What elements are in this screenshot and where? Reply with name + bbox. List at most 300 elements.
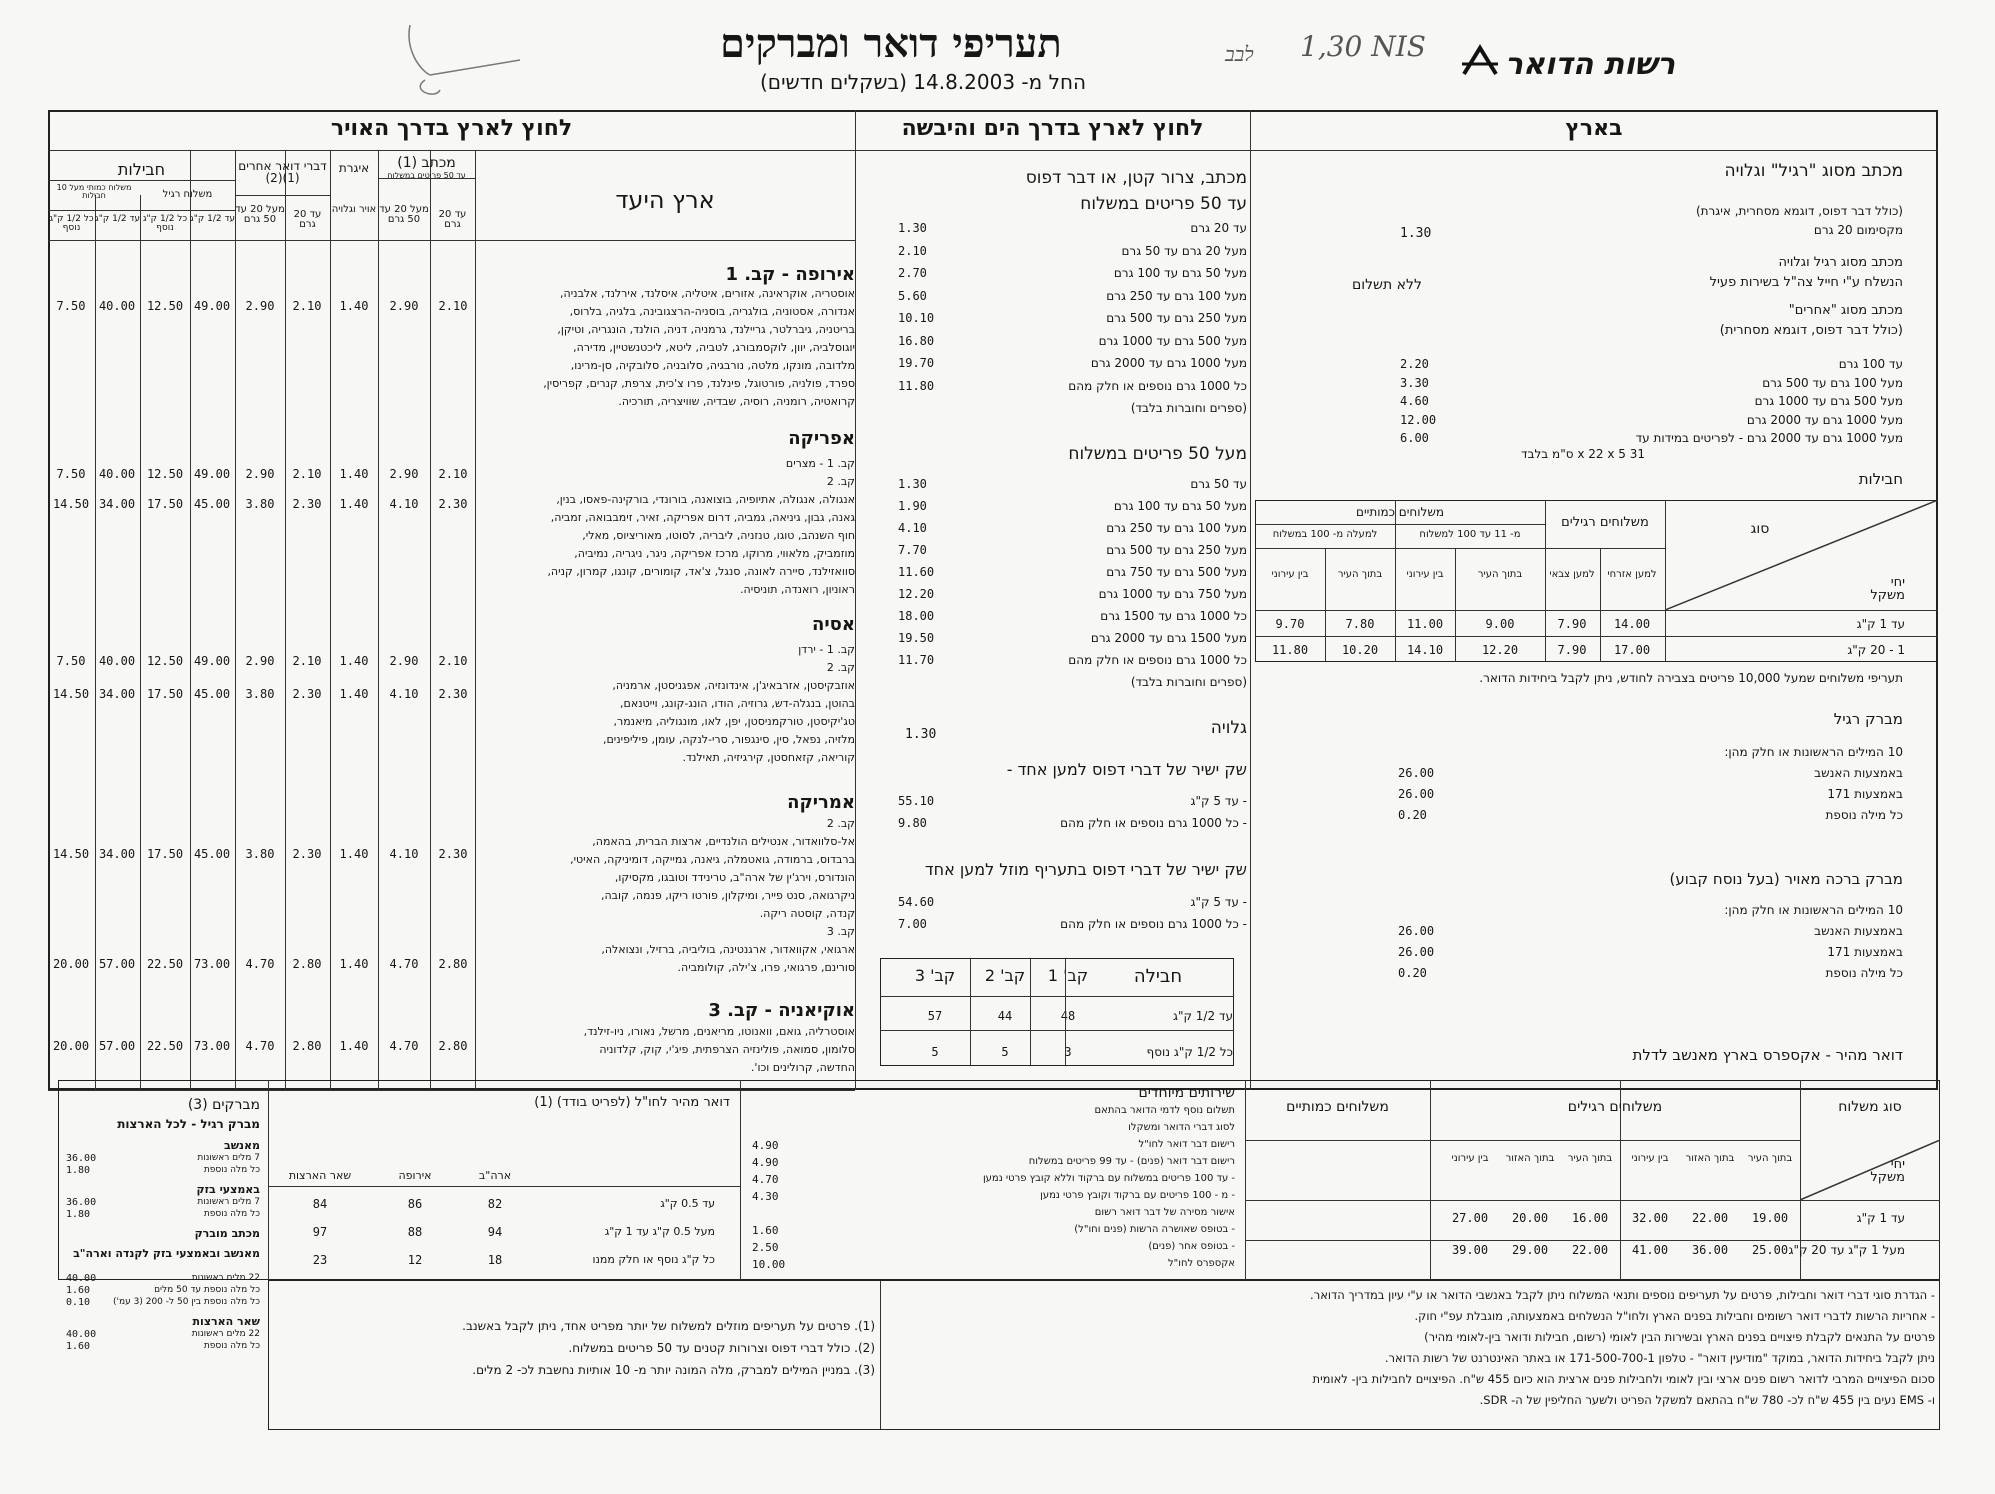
air-rate-cell: 12.50 bbox=[146, 654, 184, 668]
special-label: - בטופס שאושרה הרשות (פנים וחו"ל) bbox=[1074, 1224, 1235, 1235]
air-rate-cell: 1.40 bbox=[339, 467, 369, 481]
col-type: סוג משלוח bbox=[1838, 1099, 1902, 1115]
air-rate-cell: 1.40 bbox=[339, 1039, 369, 1053]
parcel-table-header: קב' 2 bbox=[984, 966, 1026, 985]
cell: 11.80 bbox=[1271, 643, 1309, 657]
cell: 23 bbox=[312, 1253, 328, 1267]
group-name: מאנשב bbox=[223, 1139, 260, 1152]
col-bulk: משלוחים כמותיים bbox=[1286, 1099, 1389, 1115]
air-rate-cell: 2.30 bbox=[438, 497, 468, 511]
cell: 82 bbox=[487, 1197, 503, 1211]
letter-group-header: מכתב (1) bbox=[397, 155, 456, 171]
rate-value: 26.00 bbox=[1398, 766, 1435, 780]
line-value: 40.00 bbox=[66, 1273, 97, 1284]
rate-label: באמצעות 171 bbox=[1827, 945, 1903, 959]
col-unit: יחי משקל bbox=[1870, 575, 1905, 603]
rate-value: 0.20 bbox=[1398, 808, 1427, 822]
air-rate-cell: 2.90 bbox=[245, 654, 275, 668]
parcel-table-header: קב' 3 bbox=[914, 966, 956, 985]
rate-value: 5.60 bbox=[898, 288, 927, 303]
footnote: (3). במניין המילים למברק, מלה המונה יותר מ- 10 אותיות נחשבת לכ- 2 מלים. bbox=[472, 1363, 875, 1377]
rate-value: 1.30 bbox=[898, 221, 927, 235]
cell: 9.00 bbox=[1485, 617, 1515, 631]
line-label: 22 מלים ראשונות bbox=[191, 1273, 260, 1283]
cell: 19.00 bbox=[1751, 1211, 1789, 1225]
air-rate-cell: 2.90 bbox=[389, 467, 419, 481]
sub-col: בתוך האזור bbox=[1505, 1153, 1555, 1164]
rate-value: 11.70 bbox=[898, 653, 935, 667]
cell: 84 bbox=[312, 1197, 328, 1211]
rate-label: באמצעות האנשב bbox=[1814, 766, 1903, 780]
rate-label: מעל 50 גרם עד 100 גרם bbox=[1113, 266, 1247, 280]
sub-col: בתוך האזור bbox=[1685, 1153, 1735, 1164]
rate-label: מעל 20 גרם עד 50 גרם bbox=[1121, 243, 1247, 258]
special-label: תשלום נוסף לדמי הדואר בהתאם bbox=[1094, 1105, 1235, 1116]
line-label: כל מלה נוספת בין 50 ל- 200 (3 עמ') bbox=[113, 1297, 260, 1307]
line-label: כל מלה נוספת bbox=[203, 1209, 260, 1219]
special-label: אישור מסירה של דבר דואר רשום bbox=[1094, 1207, 1235, 1218]
parcel-table-cell: 44 bbox=[997, 1009, 1013, 1023]
rate-value: 11.60 bbox=[898, 565, 935, 579]
rate-value: 10.10 bbox=[898, 311, 935, 325]
cell: 97 bbox=[312, 1225, 328, 1239]
rate-label: - כל 1000 גרם נוספים או חלק מהם bbox=[1060, 816, 1247, 830]
rate-value: 16.80 bbox=[898, 333, 935, 348]
air-rate-cell: 1.40 bbox=[339, 497, 369, 511]
row-label: מעל 0.5 ק"ג עד 1 ק"ג bbox=[604, 1225, 715, 1238]
pen-scribble bbox=[380, 20, 540, 110]
air-rate-cell: 4.10 bbox=[389, 847, 419, 861]
sub-reg: משלוח רגיל bbox=[162, 189, 213, 200]
parcel-table-cell: 5 bbox=[1001, 1045, 1009, 1059]
air-rate-cell: 34.00 bbox=[98, 847, 136, 861]
col-regular: משלוחים רגילים bbox=[1567, 1099, 1663, 1115]
air-rate-cell: 4.70 bbox=[245, 1039, 275, 1053]
air-rate-cell: 2.80 bbox=[438, 957, 468, 971]
dest-header: ארץ היעד bbox=[615, 186, 715, 214]
parcel-table-cell: 3 bbox=[1064, 1045, 1072, 1059]
rate-value: 26.00 bbox=[1398, 945, 1435, 959]
air-rate-cell: 49.00 bbox=[193, 654, 231, 668]
row-label: עד 1 ק"ג bbox=[1856, 1211, 1905, 1225]
air-rate-cell: 3.80 bbox=[245, 687, 275, 701]
row-label: עד 1 ק"ג bbox=[1856, 617, 1905, 631]
air-rate-cell: 2.30 bbox=[438, 847, 468, 861]
special-value: 4.90 bbox=[752, 1139, 779, 1152]
group-name: מכתב מוברק bbox=[194, 1227, 260, 1240]
rate-label: מעל 250 גרם עד 500 גרם bbox=[1106, 543, 1247, 557]
sub-col: בין עירוני bbox=[1451, 1153, 1489, 1164]
surface-sec1-sub: עד 50 פריטים במשלוח bbox=[1080, 194, 1247, 214]
sub-bulk: משלוח כמותי מעל 10 חבילות bbox=[56, 183, 132, 200]
rate-value: 54.60 bbox=[898, 895, 935, 909]
special-label: לסוג דברי הדואר ומשקלו bbox=[1128, 1122, 1235, 1133]
rate-label: מעל 100 גרם עד 250 גרם bbox=[1106, 288, 1247, 303]
col-bulk-b: למעלה מ- 100 במשלוח bbox=[1272, 529, 1378, 540]
cell: 14.10 bbox=[1406, 643, 1444, 657]
rate-value: 19.70 bbox=[898, 356, 935, 370]
line-label: כל מלה נוספת bbox=[203, 1341, 260, 1351]
page-subtitle: החל מ- 14.8.2003 (בשקלים חדשים) bbox=[760, 70, 1087, 94]
sub-o50: מעל 20 עד 50 גרם bbox=[235, 204, 285, 225]
rate-label: - עד 5 ק"ג bbox=[1190, 794, 1247, 808]
special-label: - מ - 100 פריטים עם ברקוד וקובץ פרטי נמען bbox=[1040, 1190, 1235, 1201]
cell: 14.00 bbox=[1613, 617, 1651, 631]
sub-o20: עד 20 גרם bbox=[293, 209, 322, 230]
cell: 11.00 bbox=[1406, 617, 1444, 631]
cell: 10.20 bbox=[1341, 643, 1379, 657]
cell: 41.00 bbox=[1631, 1243, 1669, 1257]
footnote: - אחריות הרשות לדברי דואר רשומים וחבילות בפנים הארץ ולחו"ל הנשלחים באמצעותה, מוגבלת עפ"י חוק. bbox=[1414, 1309, 1935, 1323]
air-rate-cell: 2.30 bbox=[292, 687, 322, 701]
rate-label: כל 1000 גרם עד 1500 גרם bbox=[1100, 609, 1247, 623]
rate-label: מעל 1000 גרם עד 2000 גרם - לפריטים במידות עד bbox=[1635, 431, 1903, 445]
rate-value: 2.20 bbox=[1400, 357, 1429, 371]
air-rate-cell: 2.30 bbox=[292, 847, 322, 861]
air-rate-cell: 12.50 bbox=[146, 299, 184, 313]
row-label: כל ק"ג נוסף או חלק ממנו bbox=[592, 1253, 715, 1266]
page-title: תעריפי דואר ומברקים bbox=[720, 20, 1062, 67]
letter-note: עד 50 פריטים במשלוח bbox=[387, 171, 466, 180]
parcel-table-cell: 57 bbox=[927, 1009, 943, 1023]
rate-label: מעל 100 גרם עד 250 גרם bbox=[1106, 521, 1247, 535]
postcard-value: 1.30 bbox=[905, 727, 937, 742]
col-type: סוג bbox=[1750, 521, 1770, 537]
rate-label: מעל 1500 גרם עד 2000 גרם bbox=[1090, 631, 1247, 645]
sub-col: בתוך העיר bbox=[1337, 569, 1383, 580]
parcel-table-cell: עד 1/2 ק"ג bbox=[1173, 1009, 1233, 1023]
sub-col: בין עירוני bbox=[1631, 1153, 1669, 1164]
rate-label: כל 1000 גרם נוספים או חלק מהם bbox=[1068, 653, 1247, 667]
col-bulk-a: מ- 11 עד 100 למשלוח bbox=[1419, 529, 1521, 540]
air-rate-cell: 4.70 bbox=[389, 1039, 419, 1053]
line-value: 36.00 bbox=[66, 1153, 97, 1164]
special-value: 4.30 bbox=[752, 1190, 779, 1203]
air-rate-cell: 17.50 bbox=[146, 687, 184, 701]
line-label: כל מלה נוספת bbox=[203, 1165, 260, 1175]
rate-value: 7.70 bbox=[898, 543, 927, 557]
domestic-heading: בארץ bbox=[1565, 116, 1623, 141]
rate-value: 6.00 bbox=[1400, 431, 1429, 445]
rate-value: 2.70 bbox=[898, 266, 927, 280]
rate-value: 1.90 bbox=[898, 499, 927, 513]
air-rate-cell: 2.90 bbox=[389, 654, 419, 668]
air-rate-cell: 45.00 bbox=[193, 687, 231, 701]
air-rate-cell: 17.50 bbox=[146, 497, 184, 511]
cell: 16.00 bbox=[1571, 1211, 1609, 1225]
air-rate-cell: 2.90 bbox=[245, 299, 275, 313]
special-label: - בטופס אחר (פנים) bbox=[1148, 1241, 1235, 1252]
rate-label: (ספרים וחוברות בלבד) bbox=[1130, 401, 1247, 415]
rate-value: 18.00 bbox=[898, 609, 935, 623]
sub-h4: כל 1/2 ק"ג נוסף bbox=[49, 214, 94, 233]
air-rate-cell: 2.30 bbox=[292, 497, 322, 511]
rate-label: עד 50 גרם bbox=[1190, 477, 1247, 491]
special-value: 10.00 bbox=[752, 1258, 786, 1271]
group-name: מאנשב ובאמצעי בזק לקנדה וארה"ב bbox=[73, 1247, 260, 1260]
col-regular: משלוחים רגילים bbox=[1561, 515, 1649, 530]
rate-label: מעל 250 גרם עד 500 גרם bbox=[1106, 311, 1247, 325]
air-rate-cell: 2.90 bbox=[389, 299, 419, 313]
line-label: 7 מלים ראשונות bbox=[197, 1153, 260, 1163]
air-rate-cell: 2.10 bbox=[292, 467, 322, 481]
sub-aero: אויר וגלויה bbox=[331, 204, 377, 215]
footnote: ו- EMS נעים בין 455 ש"ח לכ- 780 ש"ח בהתאם למשקל הפריט ולשער החליפין של ה- SDR. bbox=[1479, 1393, 1935, 1407]
cell: 12.20 bbox=[1481, 643, 1519, 657]
air-rate-cell: 73.00 bbox=[193, 1039, 231, 1053]
line-value: 1.80 bbox=[66, 1165, 91, 1176]
air-rate-cell: 49.00 bbox=[193, 467, 231, 481]
air-rate-cell: 3.80 bbox=[245, 847, 275, 861]
cell: 36.00 bbox=[1691, 1243, 1729, 1257]
air-rate-cell: 2.80 bbox=[438, 1039, 468, 1053]
special-value: 4.90 bbox=[752, 1156, 779, 1169]
surface-sec1-title: מכתב, צרור קטן, או דבר דפוס bbox=[1025, 168, 1247, 188]
rate-value: 1.30 bbox=[898, 477, 927, 491]
sub-l20: עד 20 גרם bbox=[438, 209, 467, 230]
cell: 25.00 bbox=[1751, 1243, 1789, 1257]
special-value: 2.50 bbox=[752, 1241, 779, 1254]
air-rate-cell: 40.00 bbox=[98, 299, 136, 313]
rate-label: כל מילה נוספת bbox=[1825, 966, 1903, 980]
footnote: ניתן לקבל ביחידות הדואר, במוקד "מודיעין דואר" - טלפון 171-500-700-1 או באתר האינטרנט של רשות הדואר. bbox=[1384, 1351, 1935, 1365]
cell: 9.70 bbox=[1275, 617, 1305, 631]
rate-label: מעל 500 גרם עד 1000 גרם bbox=[1754, 394, 1903, 408]
postcard-label: גלויה bbox=[1210, 718, 1247, 738]
rate-label: - כל 1000 גרם נוספים או חלק מהם bbox=[1060, 917, 1247, 931]
cell: 29.00 bbox=[1511, 1243, 1549, 1257]
rate-label: עד 20 גרם bbox=[1190, 221, 1247, 235]
col: אירופה bbox=[398, 1169, 432, 1182]
special-value: 4.70 bbox=[752, 1173, 779, 1186]
special-label: רישום דבר דואר (פנים) - עד 99 פריטים במשלוח bbox=[1028, 1156, 1235, 1167]
parcel-table-header: חבילה bbox=[1133, 966, 1183, 987]
cell: 7.90 bbox=[1557, 643, 1587, 657]
line-value: 40.00 bbox=[66, 1329, 97, 1340]
cell: 7.90 bbox=[1557, 617, 1587, 631]
rate-label: מעל 100 גרם עד 500 גרם bbox=[1762, 375, 1903, 390]
cell: 7.80 bbox=[1345, 617, 1375, 631]
air-rate-cell: 40.00 bbox=[98, 467, 136, 481]
rate-label: באמצעות האנשב bbox=[1814, 924, 1903, 938]
others-header: דברי דואר אחרים (1)(2) bbox=[238, 159, 327, 185]
rate-value: 0.20 bbox=[1398, 966, 1427, 980]
row-label: 1 - 20 ק"ג bbox=[1847, 643, 1905, 657]
rate-label: כל מילה נוספת bbox=[1825, 808, 1903, 822]
air-rate-cell: 22.50 bbox=[146, 957, 184, 971]
sub-h1: עד 1/2 ק"ג bbox=[190, 214, 236, 224]
cell: 17.00 bbox=[1613, 643, 1651, 657]
air-rate-cell: 4.70 bbox=[245, 957, 275, 971]
rate-value: 26.00 bbox=[1398, 924, 1435, 938]
parcel-table-cell: כל 1/2 ק"ג נוסף bbox=[1146, 1045, 1233, 1059]
air-rate-cell: 2.80 bbox=[292, 957, 322, 971]
rate-label: מעל 500 גרם עד 1000 גרם bbox=[1098, 333, 1247, 348]
rate-label: מעל 750 גרם עד 1000 גרם bbox=[1098, 587, 1247, 601]
cell: 88 bbox=[407, 1225, 423, 1239]
rate-label: מעל 50 גרם עד 100 גרם bbox=[1113, 499, 1247, 513]
parcel-table-header: קב' 1 bbox=[1047, 966, 1089, 985]
rate-value: 3.30 bbox=[1400, 375, 1429, 390]
air-rate-cell: 34.00 bbox=[98, 497, 136, 511]
air-rate-cell: 2.10 bbox=[292, 654, 322, 668]
sub-col: בתוך העיר bbox=[1747, 1153, 1793, 1164]
air-rate-cell: 57.00 bbox=[98, 957, 136, 971]
rate-value: 12.00 bbox=[1400, 412, 1437, 427]
sub-col: בתוך העיר bbox=[1477, 569, 1523, 580]
rate-label: כל 1000 גרם נוספים או חלק מהם bbox=[1068, 378, 1247, 393]
footnote: - הגדרת סוגי דברי דואר וחבילות, פרטים על תעריפים נוספים ותנאי המשלוח ניתן לקבל באנשבי הדואר או ע"י עיון במדריך הדואר. bbox=[1310, 1288, 1935, 1302]
air-rate-cell: 1.40 bbox=[339, 957, 369, 971]
row-label: מעל 1 ק"ג עד 20 ק"ג bbox=[1788, 1243, 1905, 1257]
cell: 20.00 bbox=[1511, 1211, 1549, 1225]
air-rate-cell: 2.10 bbox=[292, 299, 322, 313]
cell: 18 bbox=[487, 1253, 503, 1267]
air-rate-cell: 2.10 bbox=[438, 467, 468, 481]
rate-value: 11.80 bbox=[898, 378, 935, 393]
air-rate-cell: 4.70 bbox=[389, 957, 419, 971]
rate-label: 10 המילים הראשונות או חלק מהן: bbox=[1724, 903, 1903, 917]
air-rate-cell: 1.40 bbox=[339, 299, 369, 313]
surface-sec2-title: מעל 50 פריטים במשלוח bbox=[1068, 444, 1247, 464]
cell: 27.00 bbox=[1451, 1211, 1489, 1225]
footnote: (1). פרטים על תעריפים מוזלים למשלוח של יותר מפריט אחד, ניתן לקבל באשנב. bbox=[462, 1319, 875, 1333]
cell: 32.00 bbox=[1631, 1211, 1669, 1225]
air-rate-cell: 1.40 bbox=[339, 654, 369, 668]
col: שאר הארצות bbox=[288, 1169, 352, 1182]
air-rate-cell: 34.00 bbox=[98, 687, 136, 701]
special-label: רישום דבר דואר לחו"ל bbox=[1138, 1139, 1235, 1150]
group-name: שאר הארצות bbox=[192, 1315, 260, 1328]
air-heading: לחוץ לארץ בדרך האויר bbox=[330, 116, 573, 141]
air-rate-cell: 22.50 bbox=[146, 1039, 184, 1053]
line-value: 1.60 bbox=[66, 1285, 91, 1296]
air-rate-cell: 3.80 bbox=[245, 497, 275, 511]
air-rate-cell: 1.40 bbox=[339, 847, 369, 861]
rate-value: 2.10 bbox=[898, 243, 927, 258]
rate-label: מעל 500 גרם עד 750 גרם bbox=[1106, 565, 1247, 579]
air-rate-cell: 2.10 bbox=[438, 654, 468, 668]
air-rate-cell: 14.50 bbox=[52, 497, 90, 511]
row-label: עד 0.5 ק"ג bbox=[660, 1197, 715, 1210]
air-rate-cell: 7.50 bbox=[56, 299, 86, 313]
rate-value: 12.20 bbox=[898, 587, 935, 601]
air-rate-cell: 2.90 bbox=[245, 467, 275, 481]
parcel-table-cell: 5 bbox=[931, 1045, 939, 1059]
cell: 86 bbox=[407, 1197, 423, 1211]
line-label: 7 מלים ראשונות bbox=[197, 1197, 260, 1207]
parcels-header: חבילות bbox=[117, 160, 166, 179]
parcel-table-cell: 48 bbox=[1060, 1009, 1076, 1023]
line-value: 1.80 bbox=[66, 1209, 91, 1220]
rate-label: עד 100 גרם bbox=[1838, 357, 1903, 371]
sub-col: בתוך העיר bbox=[1567, 1153, 1613, 1164]
cell: 39.00 bbox=[1451, 1243, 1489, 1257]
sub-col: בין עירוני bbox=[1271, 569, 1309, 580]
air-rate-cell: 12.50 bbox=[146, 467, 184, 481]
bag2-title: שק ישיר של דברי דפוס בתעריף מוזל למען אחד bbox=[924, 860, 1247, 879]
rate-label: מעל 1000 גרם עד 2000 גרם bbox=[1746, 412, 1903, 427]
air-rate-cell: 20.00 bbox=[52, 1039, 90, 1053]
footnote: (2). כולל דברי דפוס וצרורות קטנים עד 50 פריטים במשלוח. bbox=[568, 1341, 875, 1355]
air-rate-cell: 40.00 bbox=[98, 654, 136, 668]
rate-label: מעל 1000 גרם עד 2000 גרם bbox=[1090, 356, 1247, 370]
air-rate-cell: 14.50 bbox=[52, 687, 90, 701]
region-name: אירופה - קב. 1 bbox=[725, 264, 855, 285]
air-rate-cell: 57.00 bbox=[98, 1039, 136, 1053]
rate-label: 10 המילים הראשונות או חלק מהן: bbox=[1724, 745, 1903, 759]
footnote: סכום הפיצויים המרבי לדואר רשום פנים ארצי ובין לאומי ולחבילות פנים ארצית הוא כיום 455 ש"ח. הפיצויים לחבילות בין- לאומית bbox=[1312, 1372, 1935, 1386]
sub-col: למען צבאי bbox=[1549, 569, 1595, 580]
cell: 22.00 bbox=[1691, 1211, 1729, 1225]
cell: 12 bbox=[407, 1253, 423, 1267]
special-value: 1.60 bbox=[752, 1224, 779, 1237]
rate-label: - עד 5 ק"ג bbox=[1190, 895, 1247, 909]
sub-h3: עד 1/2 ק"ג bbox=[95, 214, 141, 224]
air-rate-cell: 2.10 bbox=[438, 299, 468, 313]
sub-l50: מעל 20 עד 50 גרם bbox=[379, 204, 429, 225]
air-rate-cell: 4.10 bbox=[389, 497, 419, 511]
air-rate-cell: 1.40 bbox=[339, 687, 369, 701]
bag1-title: שק ישיר של דברי דפוס למען אחד - bbox=[1006, 760, 1247, 779]
cell: 22.00 bbox=[1571, 1243, 1609, 1257]
surface-heading: לחוץ לארץ בדרך הים והיבשה bbox=[901, 116, 1204, 141]
rate-value: 26.00 bbox=[1398, 787, 1435, 801]
aerogram-header: איגרת bbox=[338, 161, 370, 175]
rate-value: 19.50 bbox=[898, 631, 935, 645]
air-rate-cell: 7.50 bbox=[56, 654, 86, 668]
special-label: - עד 100 פריטים במשלוח עם ברקוד וללא קובץ פרטי נמען bbox=[982, 1173, 1235, 1184]
group-name: באמצעי בזק bbox=[196, 1183, 260, 1196]
domestic-regular-title: מכתב מסוג "רגיל" וגלויה bbox=[1724, 161, 1903, 181]
rate-value: 9.80 bbox=[898, 816, 927, 830]
air-rate-cell: 45.00 bbox=[193, 497, 231, 511]
air-rate-cell: 2.80 bbox=[292, 1039, 322, 1053]
col-bulk: משלוחים כמותיים bbox=[1355, 505, 1445, 519]
footnote: פרטים על התנאים לקבלת פיצויים בפנים הארץ ובשירות הבין לאומי (רשום, חבילות ודואר בין-לאומי מהיר) bbox=[1424, 1330, 1935, 1344]
rate-label: באמצעות 171 bbox=[1827, 787, 1903, 801]
special-label: אקספרס לחו"ל bbox=[1167, 1258, 1235, 1269]
air-rate-cell: 4.10 bbox=[389, 687, 419, 701]
air-rate-cell: 2.30 bbox=[438, 687, 468, 701]
col: ארה"ב bbox=[478, 1169, 512, 1182]
air-rate-cell: 45.00 bbox=[193, 847, 231, 861]
sub-h2: כל 1/2 ק"ג נוסף bbox=[142, 214, 188, 233]
postal-authority-logo-icon bbox=[1460, 42, 1500, 82]
air-rate-cell: 14.50 bbox=[52, 847, 90, 861]
rate-value: 7.00 bbox=[898, 917, 927, 931]
sub-col: בין עירוני bbox=[1406, 569, 1444, 580]
air-rate-cell: 7.50 bbox=[56, 467, 86, 481]
line-value: 1.60 bbox=[66, 1341, 91, 1352]
air-rate-cell: 20.00 bbox=[52, 957, 90, 971]
rate-value: 4.60 bbox=[1400, 394, 1429, 408]
air-rate-cell: 73.00 bbox=[193, 957, 231, 971]
col-unit: יחי משקל bbox=[1870, 1157, 1905, 1185]
air-rate-cell: 17.50 bbox=[146, 847, 184, 861]
handwritten-note: 1,30 NIS bbox=[1300, 30, 1426, 63]
rate-value: 55.10 bbox=[898, 794, 935, 808]
logo-text: רשות הדואר bbox=[1505, 47, 1676, 82]
sub-col: למען אזרחי bbox=[1607, 569, 1657, 580]
rate-value: 4.10 bbox=[898, 521, 927, 535]
line-value: 0.10 bbox=[66, 1297, 91, 1308]
logo bbox=[1460, 42, 1500, 85]
air-rate-cell: 49.00 bbox=[193, 299, 231, 313]
rate-label: (ספרים וחוברות בלבד) bbox=[1130, 675, 1247, 689]
line-label: כל מלה נוספת עד 50 מלים bbox=[154, 1285, 260, 1295]
cell: 94 bbox=[487, 1225, 503, 1239]
